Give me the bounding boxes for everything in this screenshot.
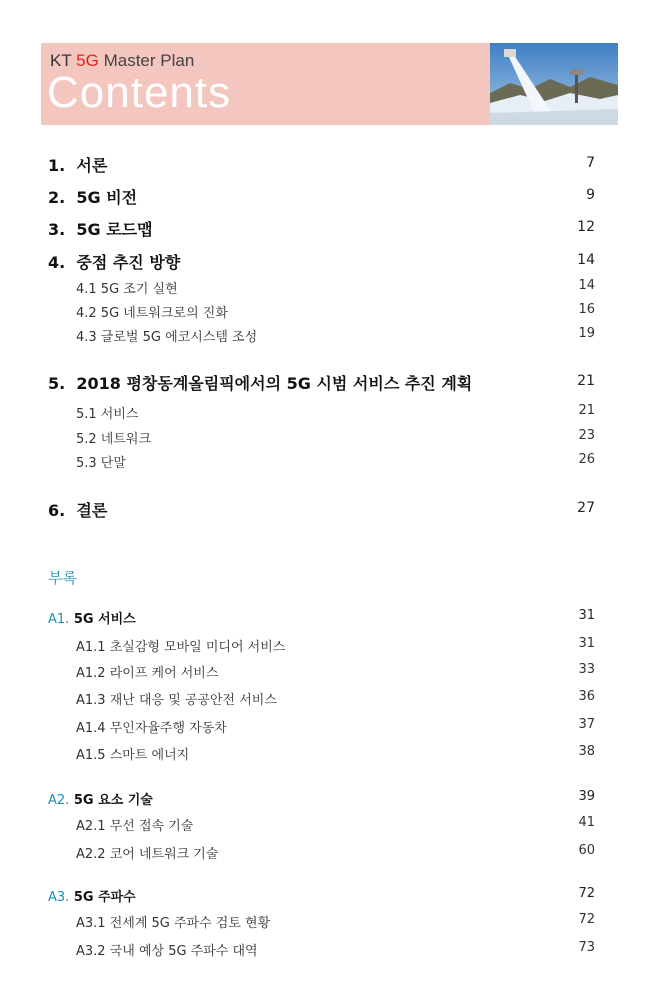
toc-page: 19	[578, 326, 595, 341]
appendix-subtitle: A1.2 라이프 케어 서비스	[76, 666, 219, 681]
toc-page: 7	[586, 155, 595, 171]
toc-num: 2.	[48, 188, 66, 207]
toc-subtitle: 4.2 5G 네트워크로의 진화	[76, 306, 228, 321]
toc-num: 3.	[48, 220, 66, 239]
brand-master-plan: Master Plan	[103, 51, 195, 70]
header-banner	[41, 43, 618, 125]
toc-page: 72	[578, 912, 595, 927]
toc-page: 39	[578, 789, 595, 804]
appendix-title: 5G 서비스	[73, 612, 136, 627]
toc-page: 73	[578, 940, 595, 955]
toc-page: 23	[578, 428, 595, 443]
appendix-subtitle: A1.4 무인자율주행 자동차	[76, 721, 227, 736]
toc-page: 16	[578, 302, 595, 317]
toc-page: 36	[578, 689, 595, 704]
toc-num: 6.	[48, 501, 66, 520]
appendix-subtitle: A2.2 코어 네트워크 기술	[76, 847, 219, 862]
toc-page: 72	[578, 886, 595, 901]
toc-page: 26	[578, 452, 595, 467]
toc-page: 33	[578, 662, 595, 677]
toc-page: 37	[578, 717, 595, 732]
appendix-num: A2.	[48, 793, 70, 808]
toc-title: 5G 비전	[76, 188, 138, 207]
toc-page: 60	[578, 843, 595, 858]
appendix-subtitle: A1.3 재난 대응 및 공공안전 서비스	[76, 693, 277, 708]
appendix-subtitle: A3.1 전세계 5G 주파수 검토 현황	[76, 916, 271, 931]
appendix-title: 5G 주파수	[73, 890, 136, 905]
toc-subtitle: 4.3 글로벌 5G 에코시스템 조성	[76, 330, 258, 345]
toc-page: 14	[578, 278, 595, 293]
appendix-title: 5G 요소 기술	[73, 793, 153, 808]
toc-num: 1.	[48, 156, 66, 175]
toc-subtitle: 5.2 네트워크	[76, 432, 152, 447]
page-title: Contents	[47, 68, 232, 117]
toc-page: 14	[577, 252, 595, 268]
toc-title: 결론	[76, 501, 108, 520]
appendix-subtitle: A3.2 국내 예상 5G 주파수 대역	[76, 944, 258, 959]
toc-page: 9	[586, 187, 595, 203]
toc-page: 31	[578, 636, 595, 651]
appendix-subtitle: A1.1 초실감형 모바일 미디어 서비스	[76, 640, 286, 655]
appendix-num: A3.	[48, 890, 70, 905]
ski-jump-photo	[490, 43, 618, 125]
appendix-subtitle: A2.1 무선 접속 기술	[76, 819, 194, 834]
toc-num: 4.	[48, 253, 66, 272]
toc-page: 38	[578, 744, 595, 759]
toc-page: 12	[577, 219, 595, 235]
appendix-subtitle: A1.5 스마트 에너지	[76, 748, 190, 763]
toc-title: 5G 로드맵	[76, 220, 153, 239]
toc-page: 31	[578, 608, 595, 623]
brand-kt: KT	[50, 51, 72, 70]
toc-subtitle: 4.1 5G 조기 실현	[76, 282, 178, 297]
toc-title: 중점 추진 방향	[76, 253, 181, 272]
appendix-num: A1.	[48, 612, 70, 627]
toc-page: 41	[578, 815, 595, 830]
toc-page: 21	[577, 373, 595, 389]
toc-subtitle: 5.3 단말	[76, 456, 126, 471]
toc-page: 27	[577, 500, 595, 516]
toc-num: 5.	[48, 374, 66, 393]
toc-page: 21	[578, 403, 595, 418]
toc-title: 2018 평창동계올림픽에서의 5G 시범 서비스 추진 계획	[76, 374, 473, 393]
brand-5g: 5G	[76, 51, 99, 70]
toc-title: 서론	[76, 156, 108, 175]
appendix-heading: 부록	[48, 569, 77, 587]
toc-subtitle: 5.1 서비스	[76, 407, 139, 422]
